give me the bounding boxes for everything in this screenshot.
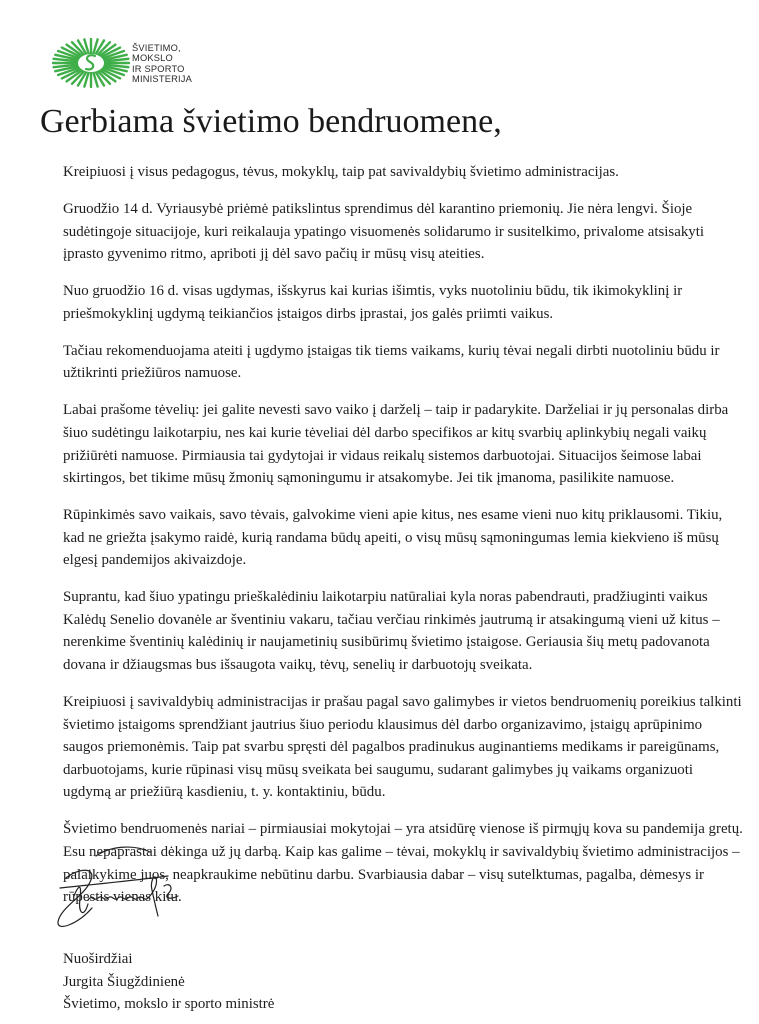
ministry-name xyxy=(132,43,192,84)
signer-name: Jurgita Šiugždinienė xyxy=(63,973,185,990)
letter-title: Gerbiama švietimo bendruomene, xyxy=(40,103,502,140)
ministry-emblem-icon xyxy=(52,38,130,88)
letter-paragraph: Rūpinkimės savo vaikais, savo tėvais, galvokime vieni apie kitus, nes esame vieni nuo kitų priklausomi. Tikiu, kad ne griežta įsakymo raidė, kurią randama būdų apeiti, o visų mūsų sąmoningumas lemia kiekvieno iš mūsų elgesį pandemijos akivaizdoje. xyxy=(63,507,723,569)
logo-line: ŠVIETIMO, xyxy=(132,43,181,53)
letter-paragraph: Švietimo bendruomenės nariai – pirmiausiai mokytojai – yra atsidūrę vienose iš pirmųjų kova su pandemija gretų. Esu nepaprastai dėkinga už jų darbą. Kaip kas galime – tėvai, mokyklų ir savivaldybių švietimo administracijos – palaikykime juos, neapkraukime nebūtinu darbu. Svarbiausia dabar – visų sutelktumas, pagalba, dėmesys ir rūpestis vienas kitu. xyxy=(63,821,743,906)
letter-paragraph: Suprantu, kad šiuo ypatingu prieškalėdiniu laikotarpiu natūraliai kyla noras pabendrauti, pradžiuginti vaikus Kalėdų Senelio dovanėle ar šventiniu vakaru, tačiau verčiau rinkimės jautrumą ir atsakingumą vieni už kitus – nerenkime šventinių kalėdinių ir naujametinių susibūrimų švietimo įstaigose. Geriausia šių metų padovanota dovana ir džiaugsmas bus išsaugota vaikų, tėvų, senelių ir darbuotojų sveikata. xyxy=(63,589,720,674)
handwritten-signature xyxy=(38,838,208,938)
letter-paragraph: Labai prašome tėvelių: jei galite nevesti savo vaiko į darželį – taip ir padarykite. Darželiai ir jų personalas dirba šiuo sudėtingu laikotarpiu, nes kai kurie tėveliai dėl darbo specifikos ar kitų svarbių aplinkybių negali vaikų prižiūrėti namuose. Pirmiausia tai gydytojai ir vidaus reikalų sistemos darbuotojai. Situacijos šeimose labai skirtingos, bet tikime mūsų žmonių sąmoningumu ir atsakomybe. Jei tik įmanoma, pasilikite namuose. xyxy=(63,402,729,487)
logo-line: IR SPORTO xyxy=(132,63,185,74)
logo-line: MOKSLO xyxy=(132,53,173,64)
letter-paragraph: Tačiau rekomenduojama ateiti į ugdymo įstaigas tik tiems vaikams, kurių tėvai negali dirbti nuotoliniu būdu ir užtikrinti priežiūros namuose. xyxy=(63,342,720,382)
letter-closing xyxy=(63,948,274,1016)
logo-line: MINISTERIJA xyxy=(132,73,193,84)
closing-greeting: Nuoširdžiai xyxy=(63,951,133,967)
letter-body xyxy=(63,161,743,923)
letter-paragraph: Gruodžio 14 d. Vyriausybė priėmė patikslintus sprendimus dėl karantino priemonių. Jie nėra lengvi. Šioje sudėtingoje situacijoje, kuri reikalauja ypatingo visuomenės solidarumo ir susitelkimo, privalome atsisakyti įprasto gyvenimo ritmo, apriboti jį dėl savo pačių ir mūsų visų ateities. xyxy=(63,200,705,263)
letter-paragraph: Kreipiuosi į visus pedagogus, tėvus, mokyklų, taip pat savivaldybių švietimo administracijas. xyxy=(63,164,619,180)
ministry-logo xyxy=(52,38,212,88)
letter-paragraph: Kreipiuosi į savivaldybių administracijas ir prašau pagal savo galimybes ir vietos bendruomenių poreikius talkinti švietimo įstaigoms sprendžiant jautrius šiuo periodu klausimus dėl darbo organizavimo, įstaigų aprūpinimo saugos priemonėmis. Taip pat svarbu spręsti dėl pagalbos pradinukus auginantiems medikams ir pareigūnams, darbuotojams, kurie rūpinasi visų mūsų sveikata bei saugumu, sudarant galimybes jų vaikams organizuoti ugdymą ar priežiūrą kasdieniu, t. y. kontaktiniu, būdu. xyxy=(63,694,742,801)
signer-position: Švietimo, mokslo ir sporto ministrė xyxy=(63,996,275,1013)
letter-paragraph: Nuo gruodžio 16 d. visas ugdymas, išskyrus kai kurias išimtis, vyks nuotoliniu būdu, tik ikimokyklinį ir priešmokyklinį ugdymą teikiančios įstaigos dirbs įprastai, jos galės priimti vaikus. xyxy=(63,283,683,322)
